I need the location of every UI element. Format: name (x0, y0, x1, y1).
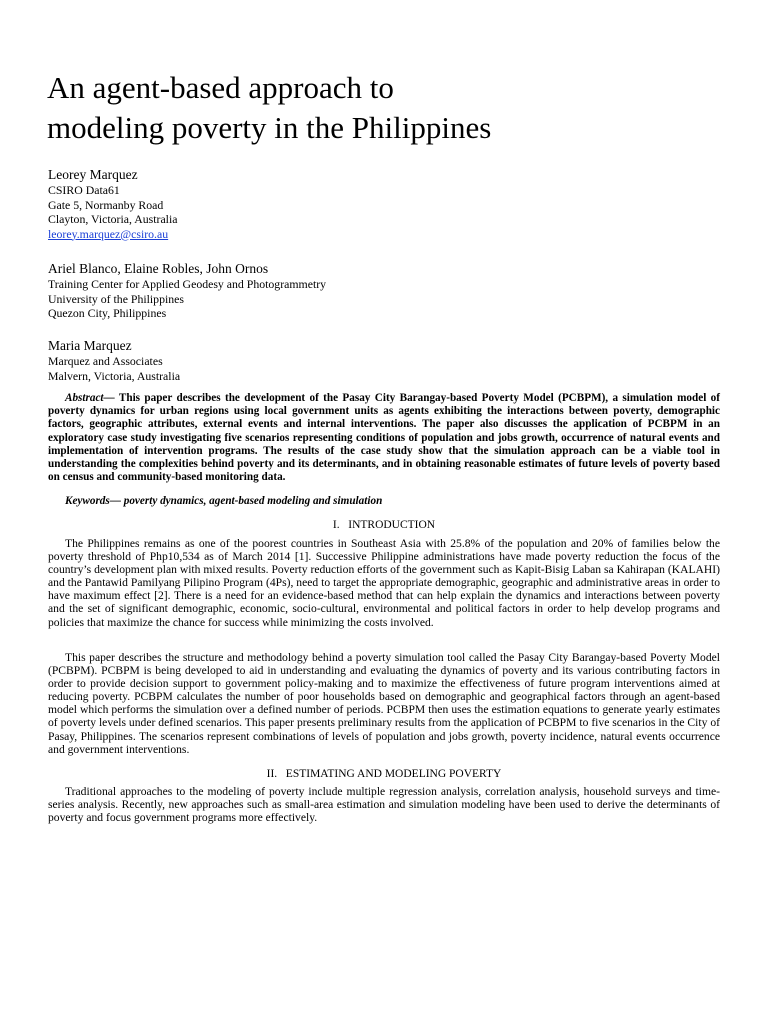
body-paragraph (48, 651, 720, 756)
paragraph-text: The Philippines remains as one of the poorest countries in Southeast Asia with 25.8% of the population and 20% of families below the poverty threshold of Php10,534 as of March 2014 [1]. Successive Philippine administrations have made poverty reduction the focus of the country’s development plan with mixed results. Poverty reduction efforts of the government such as Kapit-Bisig Laban sa Kahirapan (KALAHI) and the Pantawid Pamilyang Pilipino Program (4Ps), need to target the appropriate demographic, geographic and administrative areas in order to have maximum effect [2]. There is a need for an evidence-based method that can help explain the dynamics and interactions between poverty and the set of significant demographic, economic, socio-cultural, environmental and political factors in order to help develop programs and policies that maximize the chance for success while minimizing the costs involved. (48, 537, 720, 629)
section-heading-estimating (0, 767, 768, 781)
paragraph-text: Traditional approaches to the modeling of poverty include multiple regression analysis, correlation analysis, household surveys and time-series analysis. Recently, new approaches such as small-area estimation and simulation modeling have been used to derive the determinants of poverty and focus government programs more effectively. (48, 785, 720, 825)
abstract (48, 392, 720, 484)
title-line-2: modeling poverty in the Philippines (47, 110, 492, 145)
paper-title (47, 68, 727, 148)
author-block-2 (48, 261, 326, 321)
section-title-initial: E (285, 768, 293, 780)
section-number: II. (266, 768, 278, 780)
affiliation-line: University of the Philippines (48, 291, 184, 306)
affiliation-line: CSIRO Data61 (48, 183, 120, 197)
body-paragraph (48, 537, 720, 629)
section-number: I. (332, 519, 340, 531)
abstract-label: Abstract— (65, 392, 115, 404)
affiliation-line: Quezon City, Philippines (48, 306, 167, 320)
section-title-initial: I (348, 519, 353, 531)
author-name: Maria Marquez (48, 338, 132, 353)
author-email-link[interactable]: leorey.marquez@csiro.au (48, 226, 169, 241)
section-title-rest: NTRODUCTION (352, 519, 436, 531)
author-block-3 (48, 338, 180, 383)
affiliation-line: Clayton, Victoria, Australia (48, 212, 178, 226)
author-name: Ariel Blanco, Elaine Robles, John Ornos (48, 261, 269, 276)
section-title-rest: STIMATING AND MODELING POVERTY (292, 768, 502, 780)
affiliation-line: Gate 5, Normanby Road (48, 197, 164, 212)
author-name: Leorey Marquez (48, 167, 138, 182)
affiliation-line: Malvern, Victoria, Australia (48, 368, 181, 383)
author-block-1 (48, 167, 177, 241)
abstract-text: This paper describes the development of the Pasay City Barangay-based Poverty Model (PCBPM), a simulation model of poverty dynamics for urban regions using local government units as agents exhibiting the interactions between poverty, demographic factors, geographic attributes, external events and internal interventions. The paper also discusses the application of PCBPM in an exploratory case study investigating five scenarios representing conditions of population and jobs growth, occurrence of natural events and implementation of intervention programs. The results of the case study show that the simulation approach can be a viable tool in understanding the complexities behind poverty and its determinants, and in obtaining reasonable estimates of future levels of poverty based on census and community-based monitoring data. (48, 392, 720, 484)
affiliation-line: Training Center for Applied Geodesy and Photogrammetry (48, 277, 327, 291)
section-heading-introduction (0, 518, 768, 532)
keywords: Keywords— poverty dynamics, agent-based modeling and simulation (65, 495, 383, 507)
affiliation-line: Marquez and Associates (48, 354, 163, 368)
body-paragraph (48, 785, 720, 824)
paragraph-text: This paper describes the structure and methodology behind a poverty simulation tool called the Pasay City Barangay-based Poverty Model (PCBPM). PCBPM is being developed to aid in understanding and evaluating the dynamics of poverty and its various contributing factors in order to provide decision support to government policy-making and to maximize the effectiveness of future program interventions aimed at reducing poverty. PCBPM calculates the number of poor households based on demographic and geographical factors through an agent-based model which performs the simulation over a defined number of periods. PCBPM then uses the estimation equations to generate yearly estimates of poverty levels under defined scenarios. This paper presents preliminary results from the application of PCBPM to five scenarios in the City of Pasay, Philippines. The scenarios represent combinations of levels of population and jobs growth, poverty incidence, natural events occurrence and government interventions. (48, 651, 720, 756)
title-line-1: An agent-based approach to (47, 70, 394, 105)
